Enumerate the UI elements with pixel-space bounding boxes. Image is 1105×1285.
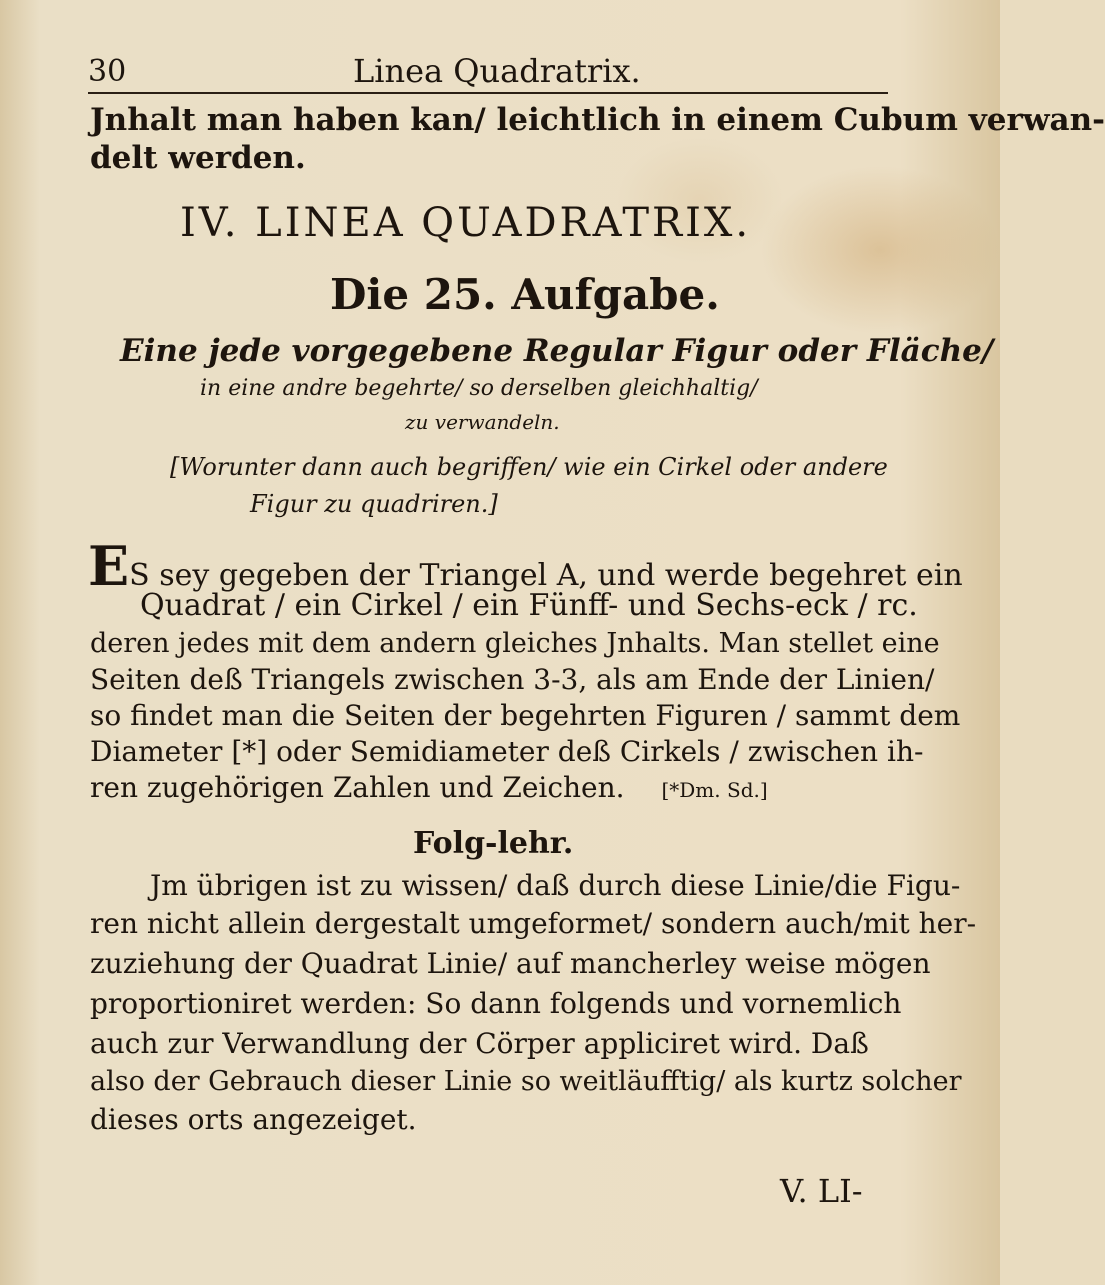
body-line-7-text: ren zugehörigen Zahlen und Zeichen. [90,771,625,804]
page-number: 30 [88,54,127,89]
folg-line-4: proportioniret werden: So dann folgends und vornemlich [90,987,902,1020]
note-line-2: Figur zu quadriren.] [250,490,498,518]
section-title: IV. LINEA QUADRATRIX. [180,200,752,246]
task-title: Die 25. Aufgabe. [330,270,720,319]
top-line-1: Jnhalt man haben kan/ leichtlich in einem Cubum verwan- [90,102,1105,138]
folg-line-1: Jm übrigen ist zu wissen/ daß durch diese Linie/die Figu- [150,869,961,902]
folg-title: Folg-lehr. [413,826,574,861]
top-line-2: delt werden. [90,140,306,176]
folg-line-6: also der Gebrauch dieser Linie so weitläufftig/ als kurtz solcher [90,1066,962,1097]
header-rule [88,92,888,94]
subtitle-line-3: zu verwandeln. [405,410,560,434]
body-line-7 [90,770,768,808]
folg-line-2: ren nicht allein dergestalt umgeformet/ sondern auch/mit her- [90,907,977,940]
drop-cap: E [88,534,130,598]
body-line-1-text: S sey gegeben der Triangel A, und werde begehret ein [129,558,963,593]
folg-line-3: zuziehung der Quadrat Linie/ auf mancherley weise mögen [90,947,931,980]
body-line-3: deren jedes mit dem andern gleiches Jnhalts. Man stellet eine [90,628,940,659]
body-line-6: Diameter [*] oder Semidiameter deß Cirkels / zwischen ih- [90,735,924,768]
body-line-4: Seiten deß Triangels zwischen 3-3, als am Ende der Linien/ [90,663,935,696]
running-head: Linea Quadratrix. [353,52,641,90]
page-header [88,48,888,92]
body-line-7-note: [*Dm. Sd.] [661,778,768,802]
subtitle-line-1: Eine jede vorgegebene Regular Figur oder Fläche/ [120,333,994,369]
body-line-5: so findet man die Seiten der begehrten Figuren / sammt dem [90,699,961,732]
folg-line-5: auch zur Verwandlung der Cörper appliciret wird. Daß [90,1027,869,1060]
note-line-1: [Worunter dann auch begriffen/ wie ein Cirkel oder andere [170,453,888,481]
catchword: V. LI- [780,1172,863,1210]
folg-line-7: dieses orts angezeiget. [90,1103,417,1136]
body-line-2: Quadrat / ein Cirkel / ein Fünff- und Sechs-eck / rc. [140,588,918,623]
subtitle-line-2: in eine andre begehrte/ so derselben gleichhaltig/ [200,376,758,401]
